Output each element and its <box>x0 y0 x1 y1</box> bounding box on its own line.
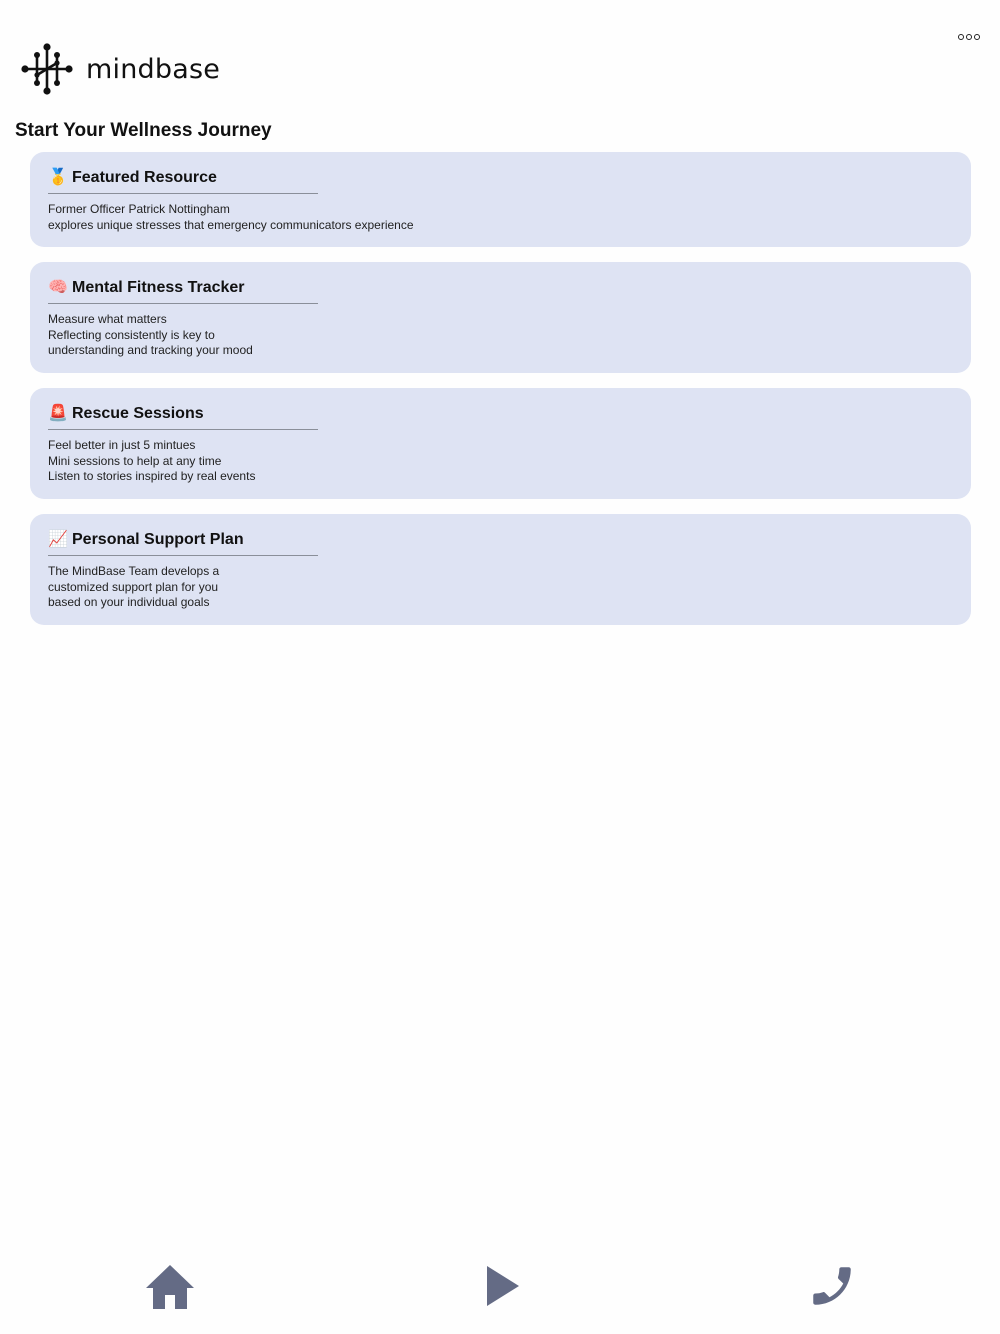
more-dot-icon <box>966 34 972 40</box>
bottom-tab-bar <box>0 1255 1000 1319</box>
tab-call[interactable] <box>800 1255 864 1317</box>
brain-icon: 🧠 <box>48 279 68 296</box>
card-title: Mental Fitness Tracker <box>72 279 245 296</box>
play-icon <box>480 1262 524 1310</box>
card-text-line: Measure what matters <box>48 312 167 326</box>
card-text-line: based on your individual goals <box>48 595 210 610</box>
home-icon <box>144 1260 196 1312</box>
card-divider <box>48 429 318 430</box>
card-title: Personal Support Plan <box>72 531 244 548</box>
card-text-line: customized support plan for you <box>48 579 219 594</box>
card-divider <box>48 303 318 304</box>
card-text-line: Feel better in just 5 mintues <box>48 438 196 452</box>
card-text-line: Listen to stories inspired by real events <box>48 469 256 484</box>
card-text-line: Mini sessions to help at any time <box>48 453 222 468</box>
chart-increasing-icon: 📈 <box>48 531 68 548</box>
card-text-line: explores unique stresses that emergency communicators experience <box>48 217 414 232</box>
card-mental-fitness-tracker[interactable] <box>30 262 971 373</box>
page-title: Start Your Wellness Journey <box>15 120 272 141</box>
medal-icon: 🥇 <box>48 169 68 186</box>
card-featured-resource[interactable] <box>30 152 971 247</box>
more-dot-icon <box>958 34 964 40</box>
siren-icon: 🚨 <box>48 405 68 422</box>
card-divider <box>48 555 318 556</box>
more-options-button[interactable] <box>958 30 980 44</box>
mindbase-logo-icon <box>20 42 74 96</box>
more-dot-icon <box>974 34 980 40</box>
tab-play[interactable] <box>470 1255 534 1317</box>
card-text-line: The MindBase Team develops a <box>48 564 220 578</box>
card-divider <box>48 193 318 194</box>
phone-icon <box>807 1261 857 1311</box>
card-title: Featured Resource <box>72 169 217 186</box>
brand-name: mindbase <box>86 53 221 85</box>
card-text-line: Former Officer Patrick Nottingham <box>48 202 230 216</box>
card-personal-support-plan[interactable] <box>30 514 971 625</box>
app-header <box>20 42 220 96</box>
card-rescue-sessions[interactable] <box>30 388 971 499</box>
tab-home[interactable] <box>138 1255 202 1317</box>
card-title: Rescue Sessions <box>72 405 204 422</box>
card-text-line: understanding and tracking your mood <box>48 343 253 358</box>
card-text-line: Reflecting consistently is key to <box>48 327 215 342</box>
